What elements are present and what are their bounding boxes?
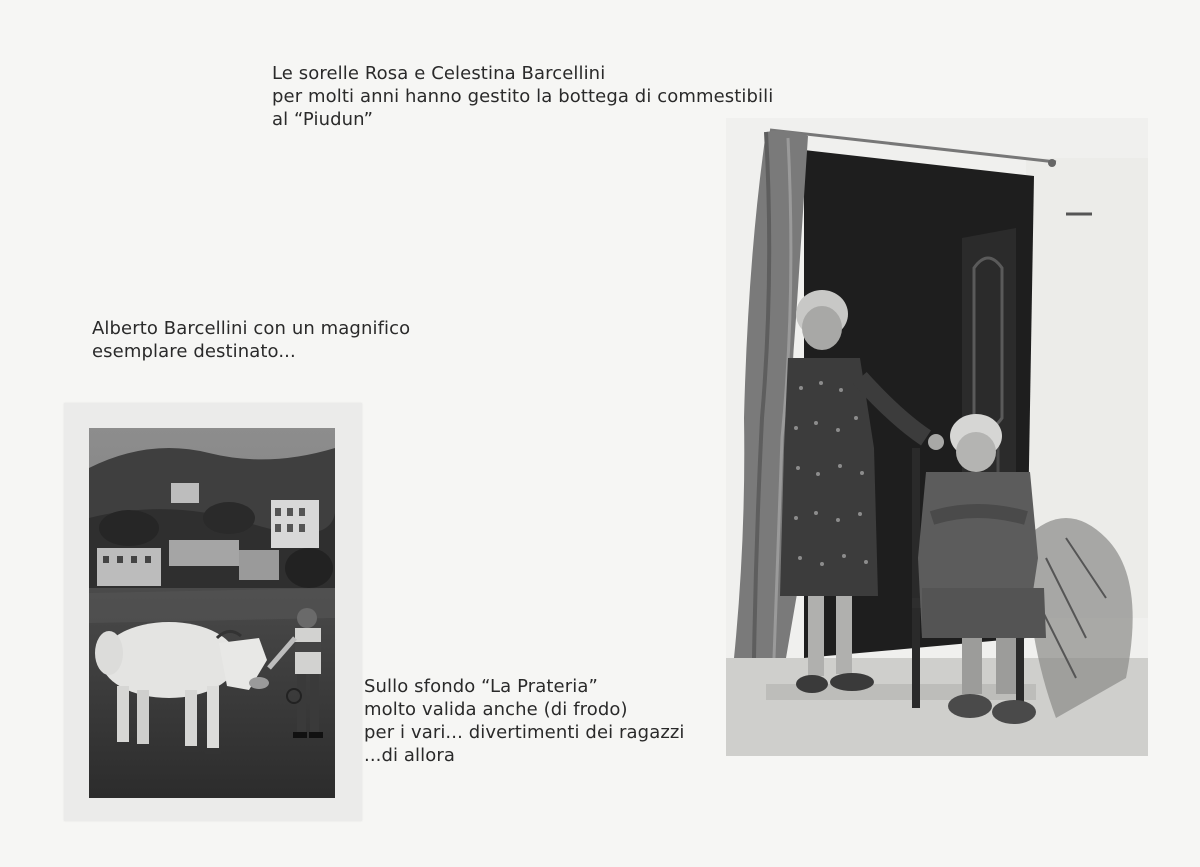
caption-line: per i vari... divertimenti dei ragazzi [364, 722, 685, 743]
caption-line: ...di allora [364, 745, 455, 766]
photo-cow-and-boy [89, 428, 335, 798]
caption-line: esemplare destinato... [92, 341, 296, 362]
caption-line: Le sorelle Rosa e Celestina Barcellini [272, 63, 606, 84]
caption-alberto [92, 317, 410, 363]
photo-cow-illustration [89, 428, 335, 798]
caption-line: per molti anni hanno gestito la bottega di commestibili [272, 86, 774, 107]
caption-prateria [364, 675, 685, 767]
caption-line: al “Piudun” [272, 109, 374, 130]
caption-sisters [272, 62, 773, 131]
caption-line: molto valida anche (di frodo) [364, 699, 628, 720]
caption-line: Alberto Barcellini con un magnifico [92, 318, 411, 339]
caption-line: Sullo sfondo “La Prateria” [364, 676, 598, 697]
photo-sisters-illustration [726, 118, 1148, 756]
photo-sisters-doorway [726, 118, 1148, 756]
